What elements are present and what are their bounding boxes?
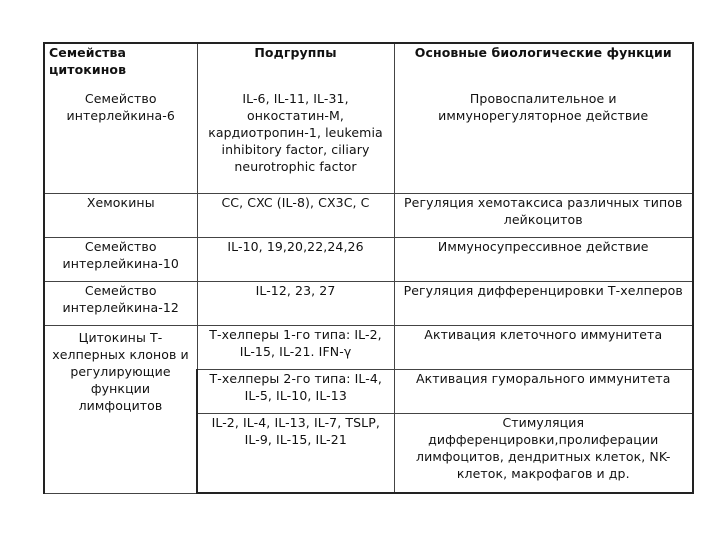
subgroups-cell: Т-хелперы 2-го типа: IL-4, IL-5, IL-10, IL-13: [197, 370, 394, 414]
subgroups-cell: IL-2, IL-4, IL-13, IL-7, TSLP, IL-9, IL-15, IL-21: [197, 414, 394, 494]
table-row: [44, 326, 693, 370]
functions-cell: Регуляция дифференцировки Т-хелперов: [394, 282, 693, 326]
table-row: [44, 194, 693, 238]
functions-cell: Провоспалительное и иммунорегуляторное действие: [394, 90, 693, 194]
subgroups-cell: IL-6, IL-11, IL-31, онкостатин-М, кардиотропин-1, leukemia inhibitory factor, ciliary neurotrophic factor: [197, 90, 394, 194]
header-functions: Основные биологические функции: [394, 43, 693, 90]
subgroups-cell: Т-хелперы 1-го типа: IL-2, IL-15, IL-21. IFN-γ: [197, 326, 394, 370]
header-subgroups: Подгруппы: [197, 43, 394, 90]
functions-cell: Стимуляция дифференцировки,пролиферации лимфоцитов, дендритных клеток, NK-клеток, макрофагов и др.: [394, 414, 693, 494]
subgroups-cell: IL-12, 23, 27: [197, 282, 394, 326]
family-cell: Семейство интерлейкина-6: [44, 90, 197, 194]
cytokine-table: [43, 42, 694, 494]
functions-cell: Активация клеточного иммунитета: [394, 326, 693, 370]
family-cell: Семейство интерлейкина-10: [44, 238, 197, 282]
header-row: [44, 43, 693, 90]
table-row: [44, 282, 693, 326]
functions-cell: Активация гуморального иммунитета: [394, 370, 693, 414]
family-cell: Хемокины: [44, 194, 197, 238]
subgroups-cell: IL-10, 19,20,22,24,26: [197, 238, 394, 282]
table-row: [44, 90, 693, 194]
functions-cell: Иммуносупрессивное действие: [394, 238, 693, 282]
header-family: Семейства цитокинов: [44, 43, 197, 90]
table-row: [44, 238, 693, 282]
subgroups-cell: CC, CXC (IL-8), CX3C, C: [197, 194, 394, 238]
family-cell: Семейство интерлейкина-12: [44, 282, 197, 326]
functions-cell: Регуляция хемотаксиса различных типов лейкоцитов: [394, 194, 693, 238]
group-family-cell: Цитокины Т-хелперных клонов и регулирующие функции лимфоцитов: [44, 326, 197, 494]
